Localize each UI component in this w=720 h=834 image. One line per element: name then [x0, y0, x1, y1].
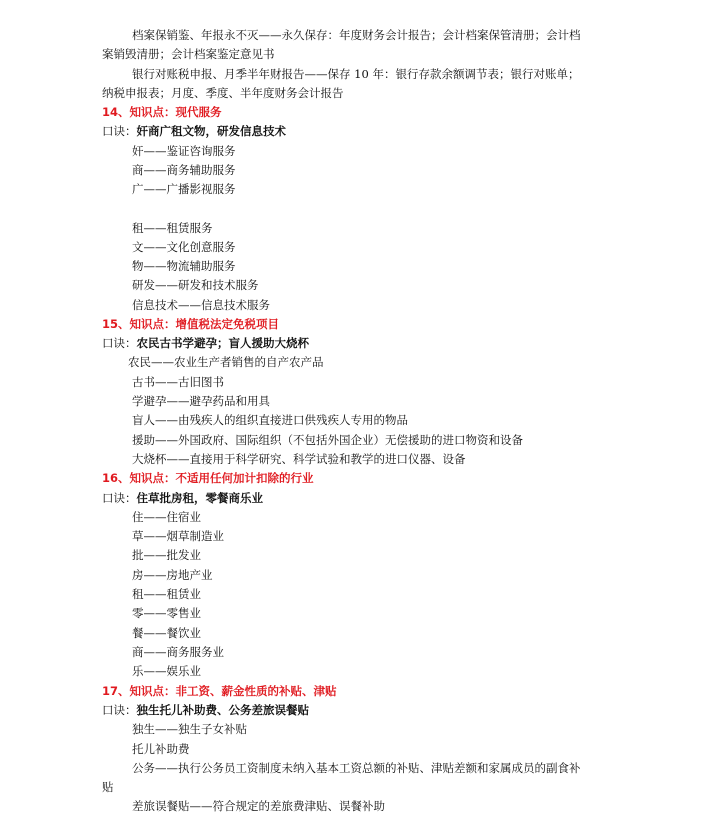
section-heading-14: 14、知识点：现代服务: [102, 105, 222, 119]
list-item-continuation: 贴: [102, 780, 114, 794]
list-item: 房——房地产业: [132, 568, 213, 582]
mnemonic-17: [0, 701, 309, 720]
list-item: 农民——农业生产者销售的自产农产品: [128, 355, 324, 369]
list-item: 独生——独生子女补贴: [132, 722, 247, 736]
section-heading-15: 15、知识点：增值税法定免税项目: [102, 317, 280, 331]
mnemonic-label: 口诀：: [102, 336, 137, 350]
mnemonic-phrase: 农民古书学避孕；盲人援助大烧杯: [136, 336, 309, 350]
list-item: 商——商务辅助服务: [132, 163, 236, 177]
list-item: 公务——执行公务员工资制度未纳入基本工资总额的补贴、津贴差额和家属成员的副食补: [132, 761, 581, 775]
list-item: 租——租赁业: [132, 587, 201, 601]
list-item: 租——租赁服务: [132, 221, 213, 235]
mnemonic-phrase: 住草批房租，零餐商乐业: [136, 491, 263, 505]
paragraph-line: 案销毁清册；会计档案鉴定意见书: [102, 47, 275, 61]
mnemonic-14: [0, 122, 286, 141]
list-item: 物——物流辅助服务: [132, 259, 236, 273]
list-item: 乐——娱乐业: [132, 664, 201, 678]
list-item: 援助——外国政府、国际组织（不包括外国企业）无偿援助的进口物资和设备: [132, 433, 523, 447]
section-heading-16: 16、知识点：不适用任何加计扣除的行业: [102, 471, 314, 485]
list-item: 托儿补助费: [132, 742, 190, 756]
paragraph-line: 纳税申报表；月度、季度、半年度财务会计报告: [102, 86, 344, 100]
list-item: 住——住宿业: [132, 510, 201, 524]
mnemonic-label: 口诀：: [102, 124, 137, 138]
mnemonic-phrase: 独生托儿补助费、公务差旅误餐贴: [136, 703, 309, 717]
mnemonic-16: [0, 489, 263, 508]
list-item: 古书——古旧图书: [132, 375, 224, 389]
paragraph-line: 银行对账税申报、月季半年财报告——保存 10 年：银行存款余额调节表；银行对账单；: [132, 67, 580, 81]
list-item: 批——批发业: [132, 548, 201, 562]
mnemonic-15: [0, 334, 309, 353]
list-item: 广——广播影视服务: [132, 182, 236, 196]
mnemonic-label: 口诀：: [102, 703, 137, 717]
section-heading-17: 17、知识点：非工资、薪金性质的补贴、津贴: [102, 684, 337, 698]
paragraph-line: 档案保销鉴、年报永不灭——永久保存：年度财务会计报告；会计档案保管清册；会计档: [132, 28, 581, 42]
list-item: 学避孕——避孕药品和用具: [132, 394, 270, 408]
list-item: 零——零售业: [132, 606, 201, 620]
mnemonic-phrase: 奸商广租文物，研发信息技术: [136, 124, 286, 138]
list-item: 餐——餐饮业: [132, 626, 201, 640]
list-item: 盲人——由残疾人的组织直接进口供残疾人专用的物品: [132, 413, 408, 427]
list-item: 奸——鉴证咨询服务: [132, 144, 236, 158]
list-item: 商——商务服务业: [132, 645, 224, 659]
list-item: 草——烟草制造业: [132, 529, 224, 543]
mnemonic-label: 口诀：: [102, 491, 137, 505]
list-item: 文——文化创意服务: [132, 240, 236, 254]
list-item: 大烧杯——直接用于科学研究、科学试验和教学的进口仪器、设备: [132, 452, 466, 466]
list-item: 研发——研发和技术服务: [132, 278, 259, 292]
list-item: 信息技术——信息技术服务: [132, 298, 270, 312]
list-item: 差旅误餐贴——符合规定的差旅费津贴、误餐补助: [132, 799, 385, 813]
